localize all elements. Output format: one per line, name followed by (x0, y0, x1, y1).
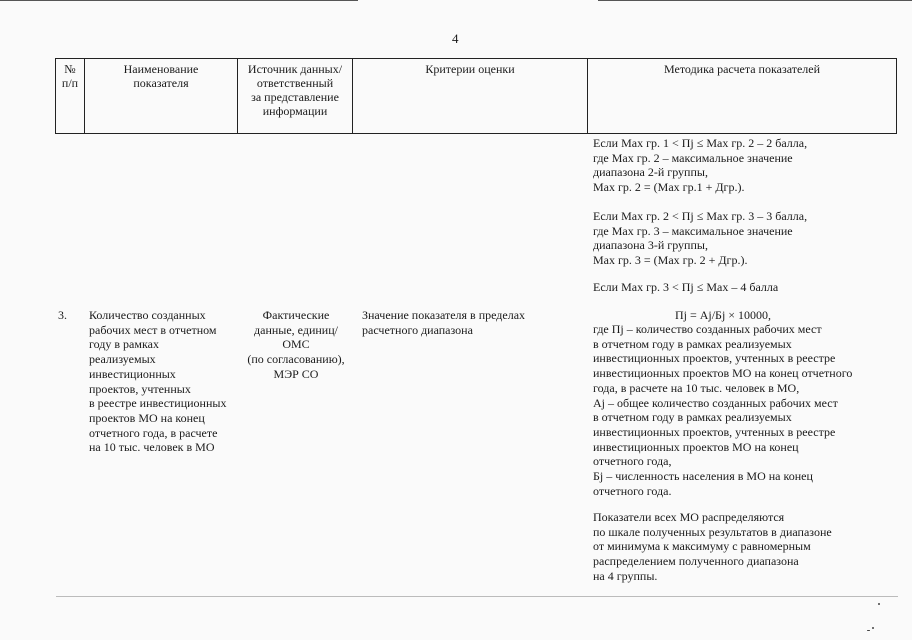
method-continuation-block-1: Если Мах гр. 1 < Пj ≤ Мах гр. 2 – 2 балла, где Мах гр. 2 – максимальное значение диапазона 2-й группы, Мах гр. 2 = (Мах гр.1 + Дгр.). (593, 136, 808, 195)
row3-data-source: Фактические данные, единиц/ ОМС (по согласованию), МЭР СО (247, 308, 345, 381)
method-continuation-block-3: Если Мах гр. 3 < Пj ≤ Мах – 4 балла (593, 280, 779, 294)
row3-indicator-name: Количество созданных рабочих мест в отчетном году в рамках реализуемых инвестиционных проектов, учтенных в реестре инвестиционных проектов МО на конец отчетного года, в расчете на 10 тыс. человек в МО (89, 308, 227, 455)
header-col-name: Наименование показателя (85, 59, 238, 133)
header-col-method: Методика расчета показателей (663, 62, 821, 76)
scan-bottom-rule (56, 596, 898, 597)
table-header (55, 58, 897, 134)
scan-speck (867, 630, 870, 631)
scan-speck (878, 603, 880, 605)
row3-method-description: где Пj – количество созданных рабочих мест в отчетном году в рамках реализуемых инвестиционных проектов, учтенных в реестре инвестиционных проектов МО на конец отчетного года, в расчете на 10 тыс. человек в МО, Аj – общее количество созданных рабочих мест в отчетном году в рамках реализуемых инвестиционных проектов, учтенных в реестре инвестиционных проектов МО на конец отчетного года, Бj – численность населения в МО на конец отчетного года. (593, 322, 853, 498)
page-number: 4 (452, 31, 459, 46)
header-col-number: № п/п (56, 59, 85, 133)
scan-top-border-right (598, 0, 912, 1)
row3-criteria: Значение показателя в пределах расчетного диапазона (362, 308, 526, 337)
method-continuation-block-2: Если Мах гр. 2 < Пj ≤ Мах гр. 3 – 3 балла, где Мах гр. 3 – максимальное значение диапазона 3-й группы, Мах гр. 3 = (Мах гр. 2 + Дгр.). (593, 209, 808, 268)
scan-top-border-left (0, 0, 358, 1)
header-col-criteria: Критерии оценки (353, 59, 588, 133)
scan-speck (872, 627, 874, 629)
row3-number: 3. (58, 308, 67, 322)
row3-method-note: Показатели всех МО распределяются по шкале полученных результатов в диапазоне от минимума к максимуму с равномерным распределением полученного диапазона на 4 группы. (593, 510, 832, 583)
header-col-source: Источник данных/ ответственный за представление информации (238, 59, 353, 133)
row3-formula: Пj = Аj/Бj × 10000, (674, 308, 772, 322)
